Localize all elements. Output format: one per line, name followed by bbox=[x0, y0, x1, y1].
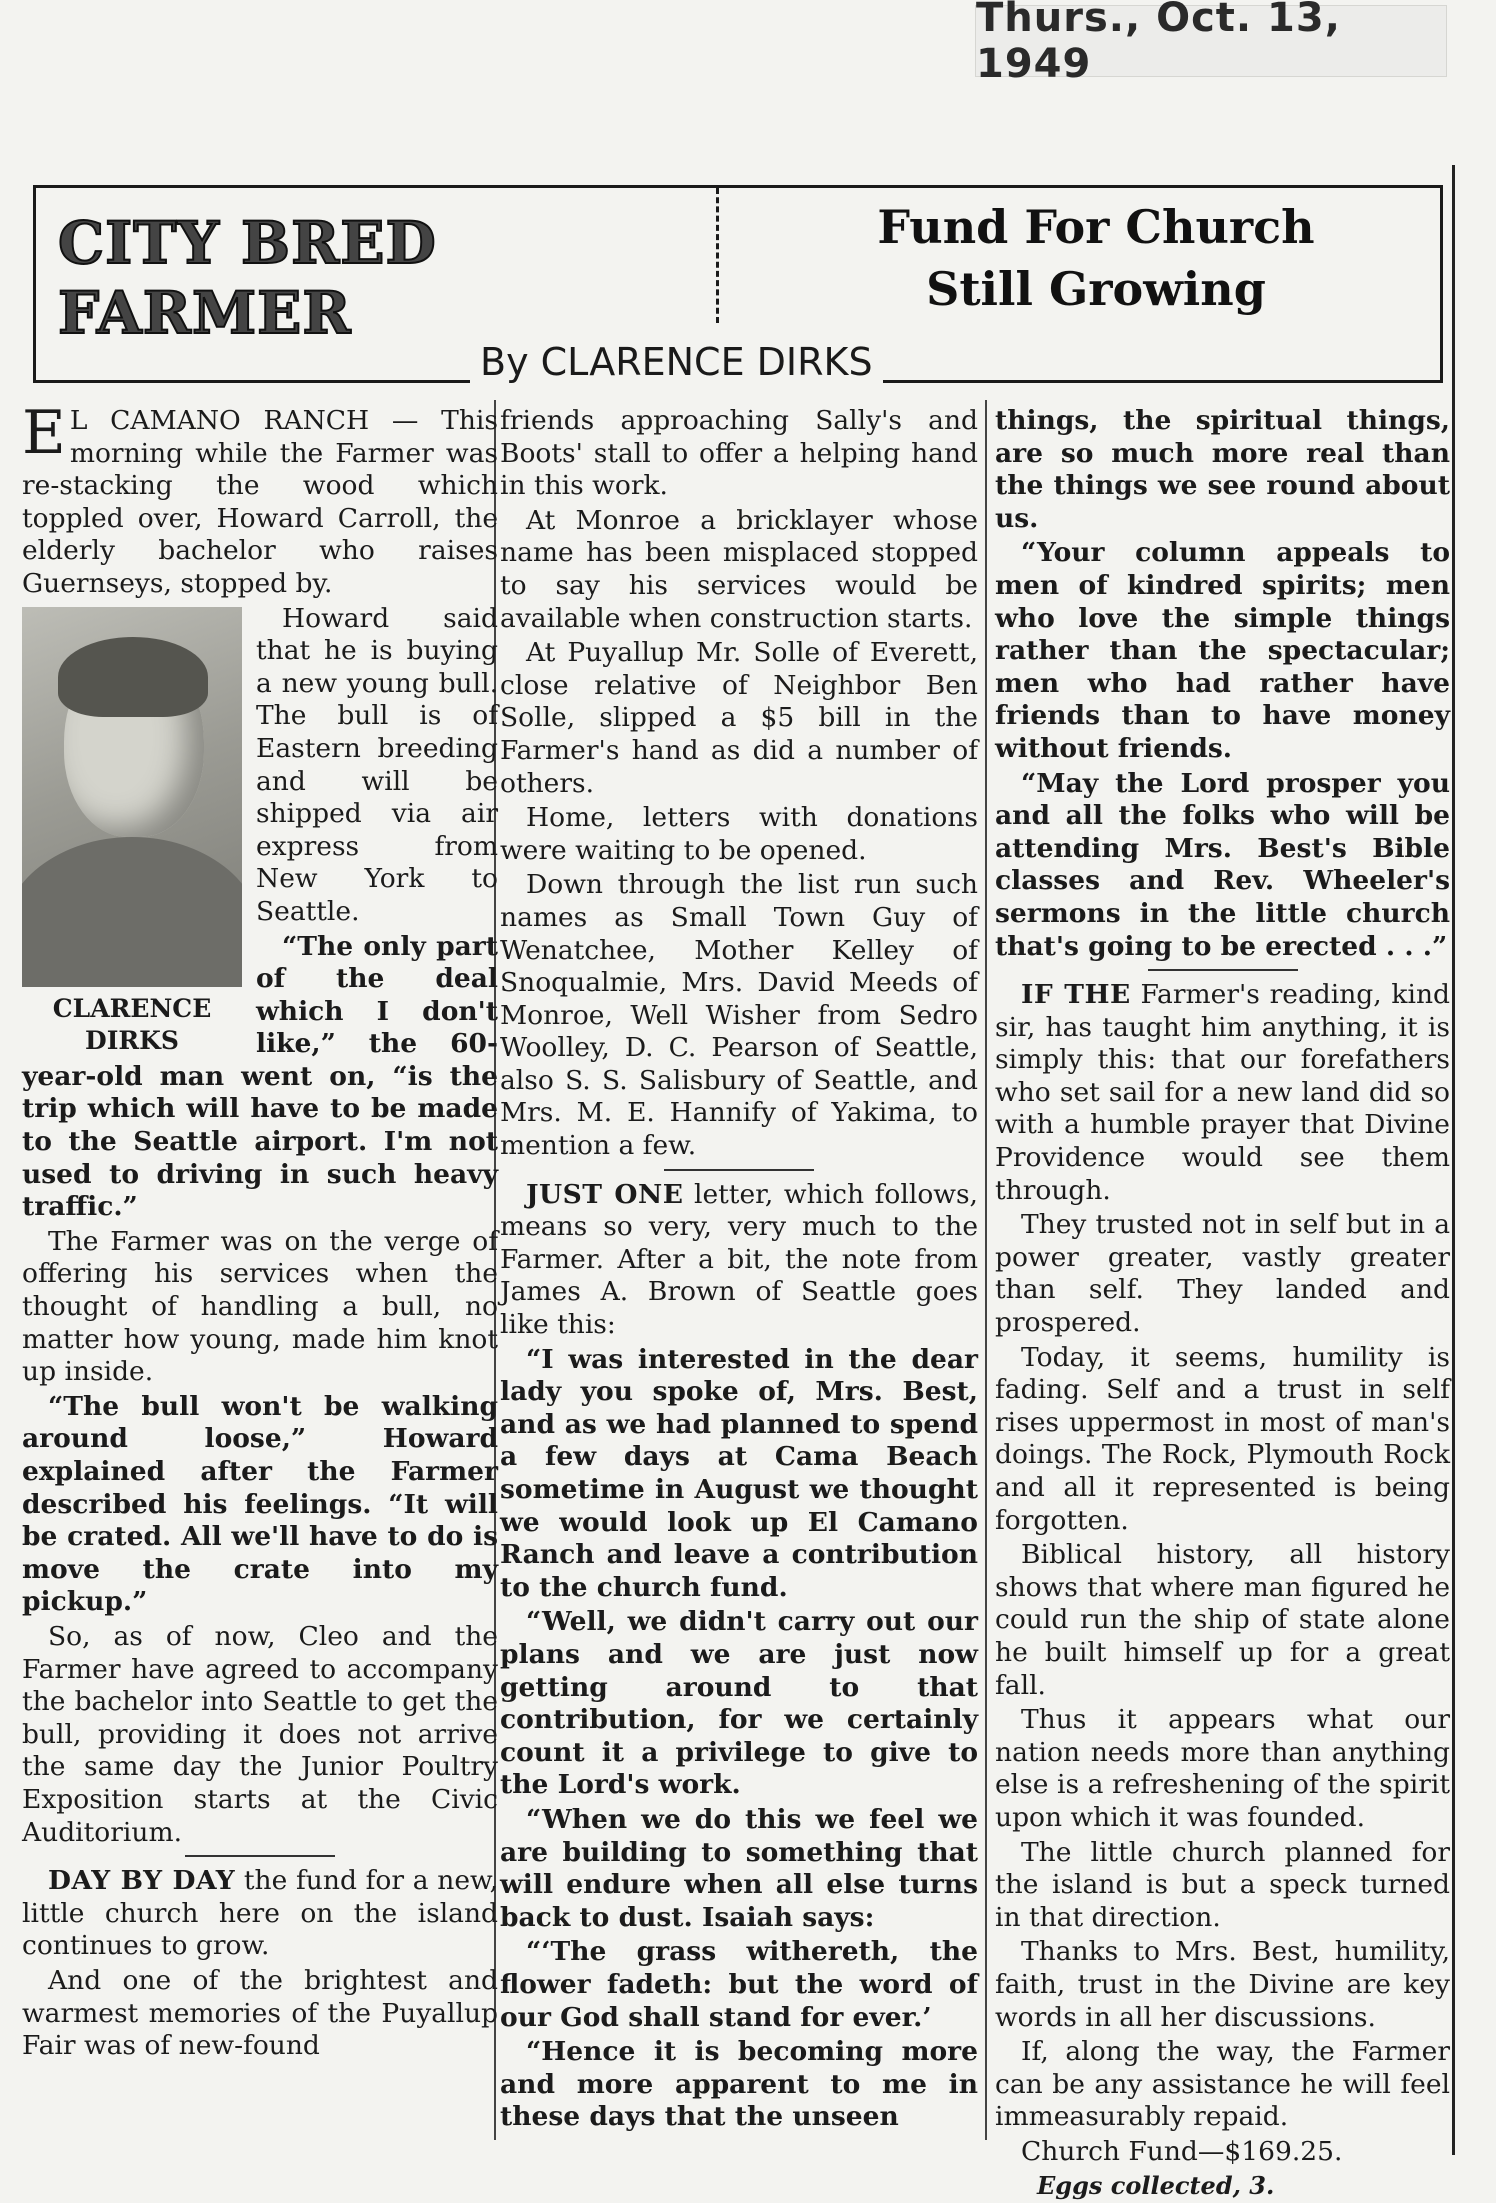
paragraph: They trusted not in self but in a power greater, vastly greater than self. They landed and prospered. bbox=[995, 1209, 1450, 1339]
paragraph: DAY BY DAY the fund for a new, little church here on the island continues to grow. bbox=[22, 1865, 498, 1962]
paragraph: IF THE Farmer's reading, kind sir, has taught him anything, it is simply this: that our forefathers who set sail for a new land did so with a humble prayer that Divine Providence would see them through. bbox=[995, 979, 1450, 1206]
paragraph: So, as of now, Cleo and the Farmer have agreed to accompany the bachelor into Seattle to get the bull, providing it does not arrive the same day the Junior Poultry Exposition starts at the Civic Auditorium. bbox=[22, 1620, 498, 1848]
paragraph: The Farmer was on the verge of offering his services when the thought of handling a bull, no matter how young, made him knot up inside. bbox=[22, 1225, 498, 1388]
paragraph: things, the spiritual things, are so much more real than the things we see round about us. bbox=[995, 405, 1450, 534]
photo-caption-line-1: CLARENCE bbox=[52, 993, 212, 1023]
article-column-3 bbox=[995, 405, 1450, 2201]
article-column-1 bbox=[22, 398, 498, 2145]
photo-caption-line-2: DIRKS bbox=[85, 1025, 179, 1055]
paragraph: “The bull won't be walking around loose,” Howard explained after the Farmer described his feelings. “It will be crated. All we'll have to do is move the crate into my pickup.” bbox=[22, 1390, 498, 1618]
paragraph: JUST ONE letter, which follows, means so very, very much to the Farmer. After a bit, the note from James A. Brown of Seattle goes like this: bbox=[500, 1178, 978, 1341]
paragraph: At Monroe a bricklayer whose name has been misplaced stopped to say his services would be available when construction starts. bbox=[500, 504, 978, 634]
paragraph: Down through the list run such names as Small Town Guy of Wenatchee, Mother Kelley of Snoqualmie, Mrs. David Meeds of Monroe, Well Wisher from Sedro Woolley, D. C. Pearson of Seattle, also S. S. Salisbury of Seattle, and Mrs. M. E. Hannify of Yakima, to mention a few. bbox=[500, 869, 978, 1162]
headline bbox=[776, 196, 1416, 320]
section-rule bbox=[185, 1855, 335, 1857]
section-lead: IF THE bbox=[1021, 979, 1131, 1011]
section-rule bbox=[664, 1169, 814, 1171]
paragraph: “Hence it is becoming more and more apparent to me in these days that the unseen bbox=[500, 2036, 978, 2133]
eggs-collected: Eggs collected, 3. bbox=[1037, 2171, 1275, 2201]
paragraph: At Puyallup Mr. Solle of Everett, close relative of Neighbor Ben Solle, slipped a $5 bill in the Farmer's hand as did a number of others. bbox=[500, 637, 978, 799]
paragraph: Thanks to Mrs. Best, humility, faith, trust in the Divine are key words in all her discussions. bbox=[995, 1936, 1450, 2033]
photo-caption bbox=[22, 993, 242, 1057]
article-column-2 bbox=[500, 405, 978, 2145]
dateline-lead: L CAMANO RANCH bbox=[69, 405, 370, 436]
paragraph: “I was interested in the dear lady you spoke of, Mrs. Best, and as we had planned to spend a few days at Cama Beach sometime in August we thought we would look up El Camano Ranch and leave a contribution to the church fund. bbox=[500, 1343, 978, 1603]
paragraph: And one of the brightest and warmest memories of the Puyallup Fair was of new-found bbox=[22, 1964, 498, 2062]
paragraph: “May the Lord prosper you and all the folks who will be attending Mrs. Best's Bible classes and Rev. Wheeler's sermons in the little church that's going to be erected . . .” bbox=[995, 767, 1450, 962]
paragraph: If, along the way, the Farmer can be any assistance he will feel immeasurably repaid. bbox=[995, 2036, 1450, 2133]
paragraph: “‘The grass withereth, the flower fadeth: but the word of our God shall stand for ever.’ bbox=[500, 1936, 978, 2033]
byline: By CLARENCE DIRKS bbox=[470, 338, 883, 386]
paragraph: Today, it seems, humility is fading. Self and a trust in self rises uppermost in most of man's doings. The Rock, Plymouth Rock and all it represented is being forgotten. bbox=[995, 1341, 1450, 1536]
section-lead: DAY BY DAY bbox=[48, 1865, 236, 1897]
author-photo bbox=[22, 607, 242, 987]
paragraph: “The only part of the deal which I don't like,” the 60-year-old man went on, “is the trip which will have to be made to the Seattle airport. I'm not used to driving in such heavy traffic.” bbox=[22, 930, 498, 1223]
paragraph: “Your column appeals to men of kindred spirits; men who love the simple things rather than the spectacular; men who had rather have friends than to have money without friends. bbox=[995, 537, 1450, 764]
section-rule bbox=[1148, 969, 1298, 971]
church-fund-total: Church Fund—$169.25. bbox=[1021, 2135, 1343, 2167]
paragraph: The little church planned for the island is but a speck turned in that direction. bbox=[995, 1836, 1450, 1933]
section-lead: JUST ONE bbox=[526, 1178, 684, 1210]
column-title-line-2: FARMER bbox=[58, 279, 352, 347]
paragraph: “Well, we didn't carry out our plans and we are just now getting around to that contribution, for we certainly count it a privilege to give to the Lord's work. bbox=[500, 1606, 978, 1801]
paragraph: friends approaching Sally's and Boots' stall to offer a helping hand in this work. bbox=[500, 405, 978, 502]
headline-line-2: Still Growing bbox=[926, 262, 1266, 316]
paragraph: Howard said that he is buying a new young bull. The bull is of Eastern breeding and will be shipped via air express from New York to Seattle. bbox=[256, 602, 498, 927]
paragraph: Home, letters with donations were waiting to be opened. bbox=[500, 802, 978, 866]
column-title bbox=[58, 208, 437, 348]
headline-line-1: Fund For Church bbox=[877, 200, 1315, 254]
column-title-line-1: CITY BRED bbox=[58, 209, 437, 277]
clipping-edge-rule bbox=[1452, 165, 1455, 2155]
drop-cap: E bbox=[22, 398, 66, 468]
paragraph: “When we do this we feel we are building to something that will endure when all else turns back to dust. Isaiah says: bbox=[500, 1803, 978, 1933]
dateline-stamp: Thurs., Oct. 13, 1949 bbox=[975, 5, 1447, 77]
column-rule-2 bbox=[985, 400, 987, 2140]
header-divider bbox=[716, 188, 719, 323]
paragraph: E L CAMANO RANCH — This morning while the Farmer was re-stacking the wood which toppled over, Howard Carroll, the elderly bachelor who raises Guernseys, stopped by. bbox=[22, 398, 498, 599]
paragraph: Thus it appears what our nation needs more than anything else is a refreshening of the spirit upon which it was founded. bbox=[995, 1704, 1450, 1833]
paragraph: Biblical history, all history shows that where man figured he could run the ship of state alone he built himself up for a great fall. bbox=[995, 1539, 1450, 1701]
